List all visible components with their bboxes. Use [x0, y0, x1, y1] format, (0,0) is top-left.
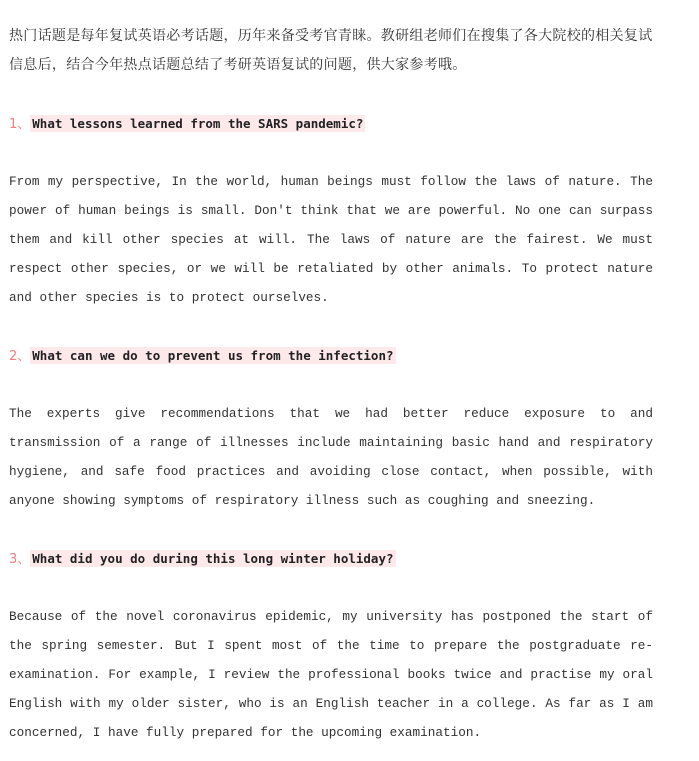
question-number: 1、: [9, 117, 31, 132]
question-block-3: [9, 544, 653, 747]
answer-paragraph: Because of the novel coronavirus epidemic, my university has postponed the start of the spring semester. But I spent most of the time to prepare the postgraduate re-examination. For example, I review the professional books twice and practise my oral English with my older sister, who is an English teacher in a college. As far as I am concerned, I have fully prepared for the upcoming examination.: [9, 609, 653, 740]
question-number: 3、: [9, 552, 31, 567]
spacer: [9, 370, 653, 399]
answer-paragraph: The experts give recommendations that we had better reduce exposure to and transmission of a range of illnesses include maintaining basic hand and respiratory hygiene, and safe food practices and avoiding close contact, when possible, with anyone showing symptoms of respiratory illness such as coughing and sneezing.: [9, 406, 653, 508]
question-heading: [9, 341, 653, 370]
spacer: [9, 515, 653, 544]
question-block-2: [9, 341, 653, 544]
question-heading: [9, 544, 653, 573]
question-text: What can we do to prevent us from the infection?: [32, 348, 394, 363]
question-text: What lessons learned from the SARS pandemic?: [32, 116, 364, 131]
question-block-1: [9, 109, 653, 341]
question-heading: [9, 109, 653, 138]
article-body: [9, 22, 653, 747]
answer-paragraph: From my perspective, In the world, human beings must follow the laws of nature. The power of human beings is small. Don't think that we are powerful. No one can surpass them and kill other species at will. The laws of nature are the fairest. We must respect other species, or we will be retaliated by other animals. To protect nature and other species is to protect ourselves.: [9, 174, 653, 305]
question-text: What did you do during this long winter holiday?: [32, 551, 394, 566]
spacer: [9, 312, 653, 341]
question-number: 2、: [9, 349, 31, 364]
spacer: [9, 80, 653, 109]
intro-paragraph: 热门话题是每年复试英语必考话题，历年来备受考官青睐。教研组老师们在搜集了各大院校的相关复试信息后，结合今年热点话题总结了考研英语复试的问题，供大家参考哦。: [9, 28, 653, 73]
spacer: [9, 138, 653, 167]
spacer: [9, 573, 653, 602]
